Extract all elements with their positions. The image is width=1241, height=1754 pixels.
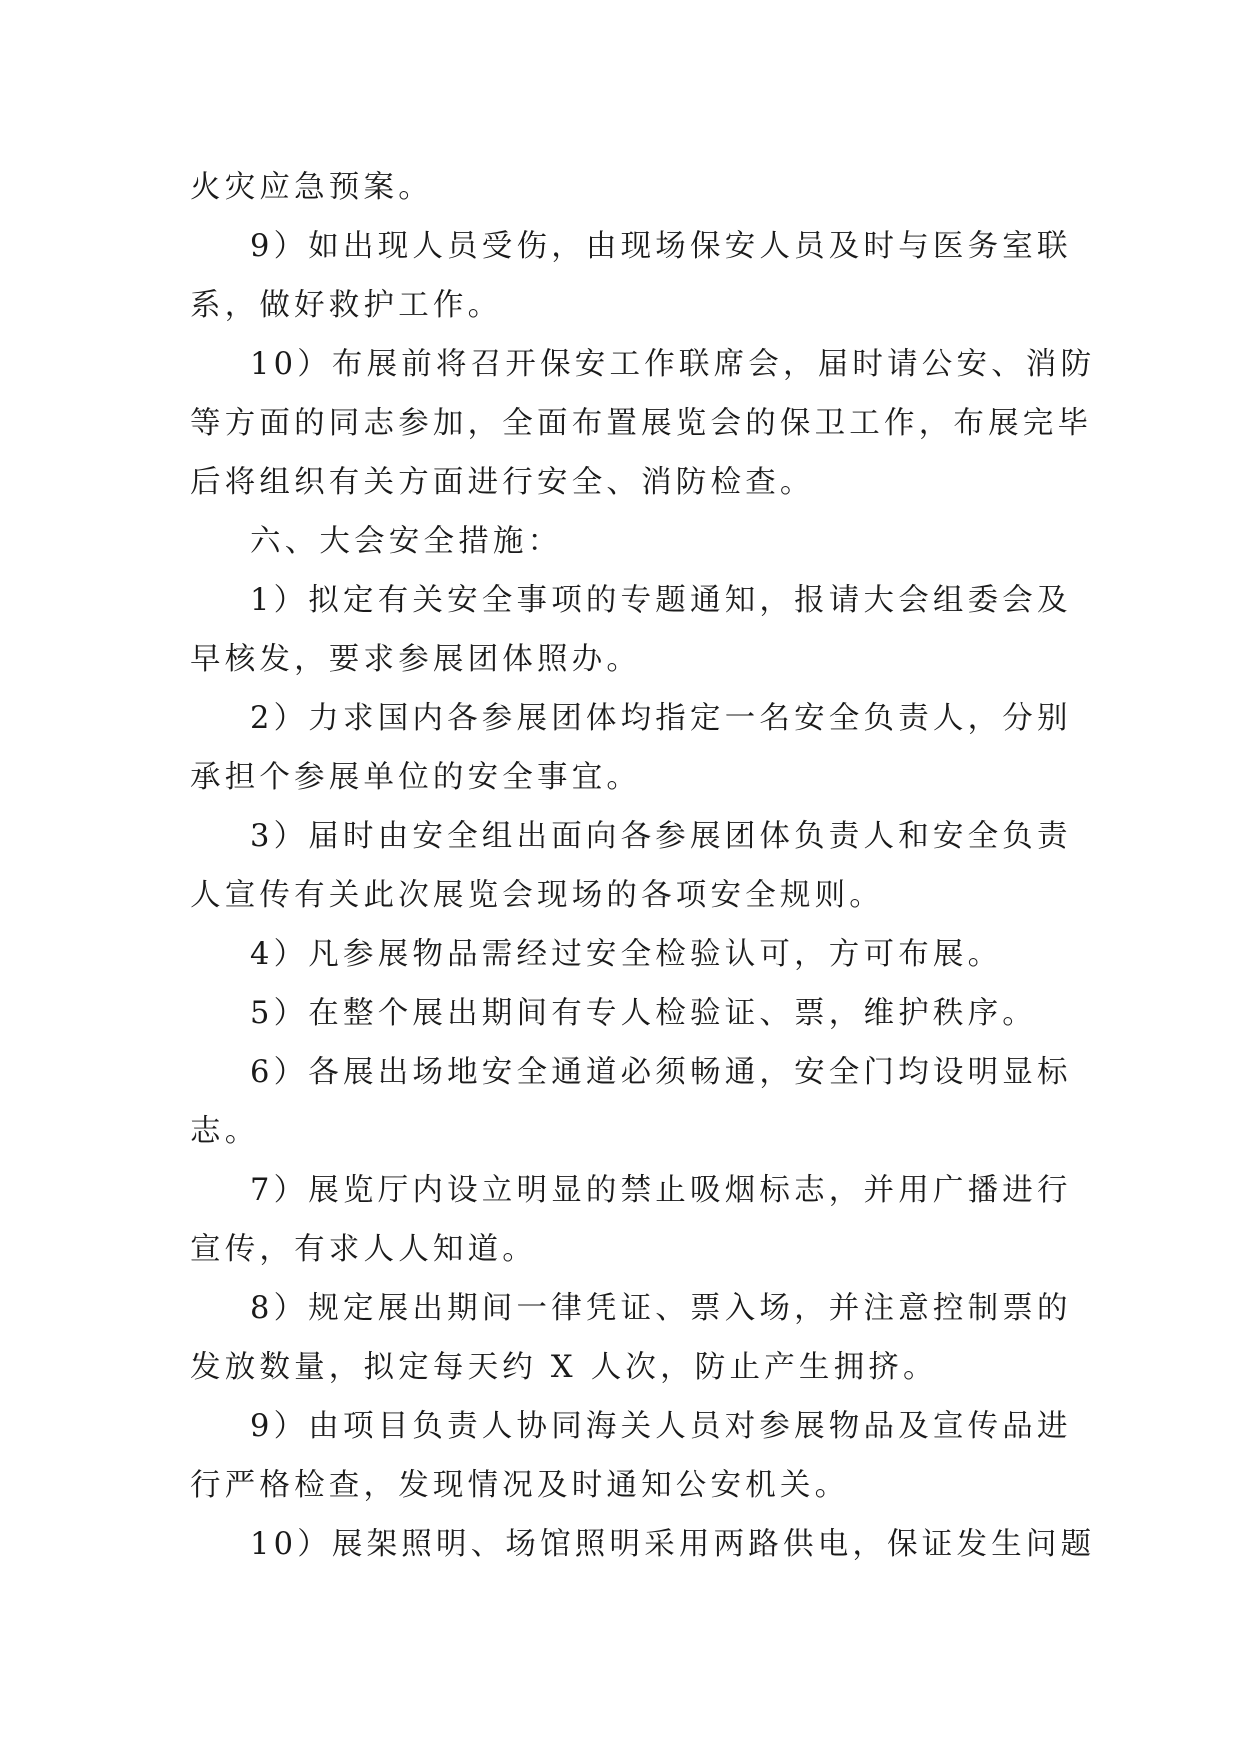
text-line: 3）届时由安全组出面向各参展团体负责人和安全负责	[250, 819, 1072, 854]
text-line: 7）展览厅内设立明显的禁止吸烟标志，并用广播进行	[250, 1173, 1072, 1208]
text-line: 等方面的同志参加，全面布置展览会的保卫工作，布展完毕	[190, 406, 1093, 441]
text-line: 5）在整个展出期间有专人检验证、票，维护秩序。	[250, 996, 1038, 1031]
section-heading: 六、大会安全措施：	[250, 524, 563, 559]
text-line: 8）规定展出期间一律凭证、票入场，并注意控制票的	[250, 1291, 1072, 1326]
text-line: 1）拟定有关安全事项的专题通知，报请大会组委会及	[250, 583, 1072, 618]
text-line: 行严格检查，发现情况及时通知公安机关。	[190, 1468, 850, 1503]
text-line: 9）如出现人员受伤，由现场保安人员及时与医务室联	[250, 229, 1072, 264]
text-line: 2）力求国内各参展团体均指定一名安全负责人，分别	[250, 701, 1072, 736]
text-line: 4）凡参展物品需经过安全检验认可，方可布展。	[250, 937, 1003, 972]
text-line: 系，做好救护工作。	[190, 288, 503, 323]
text-line: 10）布展前将召开保安工作联席会，届时请公安、消防	[250, 347, 1096, 382]
text-line: 后将组织有关方面进行安全、消防检查。	[190, 465, 815, 500]
text-line: 承担个参展单位的安全事宜。	[190, 760, 642, 795]
text-line: 宣传，有求人人知道。	[190, 1232, 537, 1267]
text-line: 10）展架照明、场馆照明采用两路供电，保证发生问题	[250, 1527, 1096, 1562]
text-line: 人宣传有关此次展览会现场的各项安全规则。	[190, 878, 884, 913]
text-line: 志。	[190, 1114, 260, 1149]
document-body	[190, 158, 1096, 1574]
text-line: 6）各展出场地安全通道必须畅通，安全门均设明显标	[250, 1055, 1072, 1090]
text-line: 9）由项目负责人协同海关人员对参展物品及宣传品进	[250, 1409, 1072, 1444]
text-line: 发放数量，拟定每天约 X 人次，防止产生拥挤。	[190, 1350, 938, 1385]
text-line: 早核发，要求参展团体照办。	[190, 642, 642, 677]
text-line: 火灾应急预案。	[190, 170, 433, 205]
